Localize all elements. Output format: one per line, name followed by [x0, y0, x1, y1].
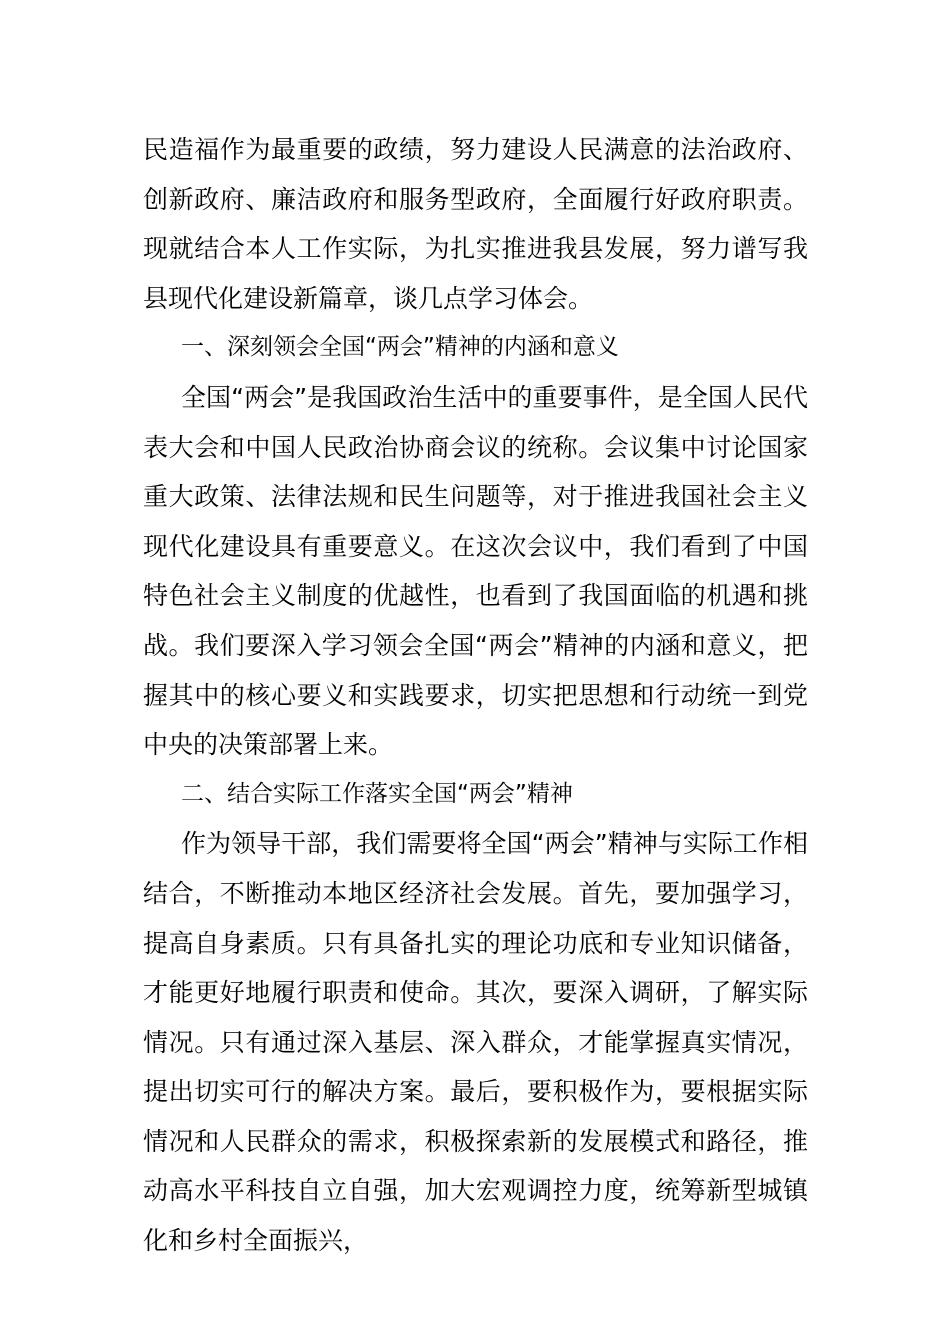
- document-body: [143, 125, 808, 1266]
- paragraph-intro-continued: 民造福作为最重要的政绩，努力建设人民满意的法治政府、创新政府、廉洁政府和服务型政府，全面履行好政府职责。现就结合本人工作实际，为扎实推进我县发展，努力谱写我县现代化建设新篇章，谈几点学习体会。: [143, 135, 808, 313]
- paragraph-section-2: 作为领导干部，我们需要将全国“两会”精神与实际工作相结合，不断推动本地区经济社会发展。首先，要加强学习，提高自身素质。只有具备扎实的理论功底和专业知识储备，才能更好地履行职责和使命。其次，要深入调研，了解实际情况。只有通过深入基层、深入群众，才能掌握真实情况，提出切实可行的解决方案。最后，要积极作为，要根据实际情况和人民群众的需求，积极探索新的发展模式和路径，推动高水平科技自立自强，加大宏观调控力度，统筹新型城镇化和乡村全面振兴，: [143, 829, 808, 1256]
- section-heading-1: 一、深刻领会全国“两会”精神的内涵和意义: [181, 334, 619, 361]
- paragraph-section-1: 全国“两会”是我国政治生活中的重要事件，是全国人民代表大会和中国人民政治协商会议的统称。会议集中讨论国家重大政策、法律法规和民生问题等，对于推进我国社会主义现代化建设具有重要意义。在这次会议中，我们看到了中国特色社会主义制度的优越性，也看到了我国面临的机遇和挑战。我们要深入学习领会全国“两会”精神的内涵和意义，把握其中的核心要义和实践要求，切实把思想和行动统一到党中央的决策部署上来。: [143, 382, 808, 760]
- section-heading-2: 二、结合实际工作落实全国“两会”精神: [181, 780, 573, 807]
